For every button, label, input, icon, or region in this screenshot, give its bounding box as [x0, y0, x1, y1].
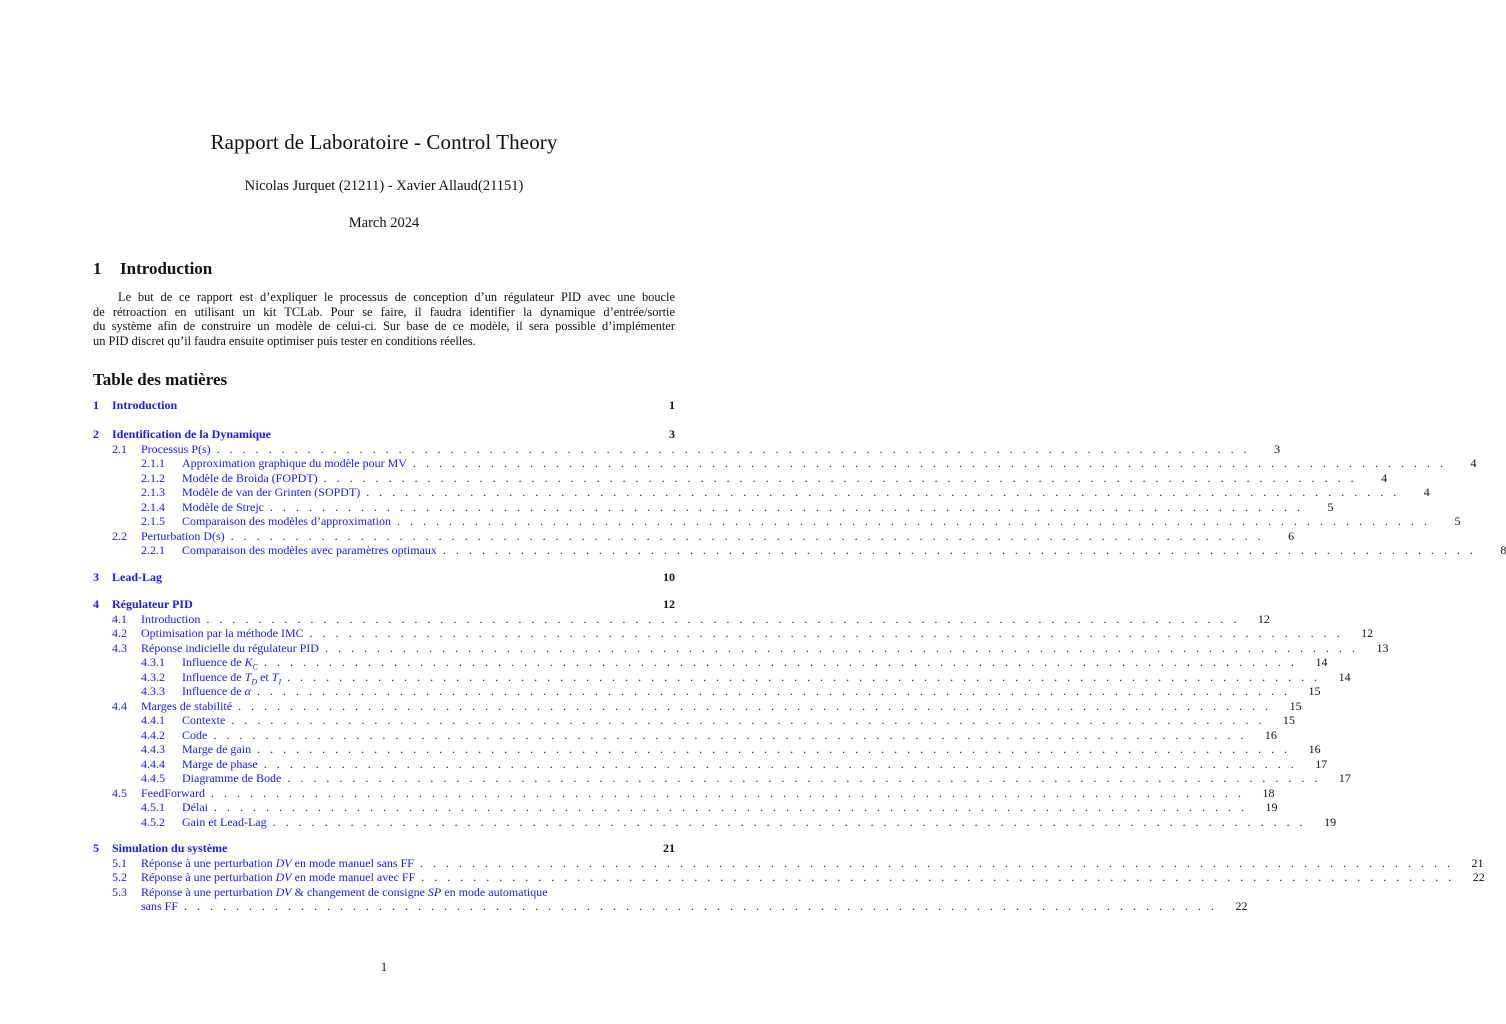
toc-entry-title[interactable]: Marges de stabilité [141, 699, 233, 713]
toc-entry[interactable] [93, 500, 1334, 515]
toc-entry[interactable] [93, 815, 1337, 830]
paragraph-line: Le but de ce rapport est d’expliquer le processus de conception d’un régulateur PID avec une boucle [118, 290, 675, 304]
toc-entry-page: 10 [663, 570, 675, 584]
toc-entry[interactable] [93, 856, 1484, 871]
section-number: 1 [93, 259, 102, 278]
toc-entry-title[interactable]: Marge de gain [182, 742, 252, 756]
toc-entry-page: 16 [1308, 742, 1321, 756]
toc-entry-title[interactable]: Réponse à une perturbation DV en mode manuel sans FF [141, 856, 414, 870]
toc-leader-dots: . . . . . . . . . . . . . . . . . . . . . . . . . . . . . . . . . . . . . . . . . . . . . . . . . . . . . . . . . . . . . . . . . . . . . . . . . . . . . . . . [323, 471, 1358, 485]
toc-entry[interactable] [93, 728, 1277, 743]
toc-entry[interactable] [93, 398, 675, 413]
toc-entry-title[interactable]: Modèle de Broida (FOPDT) [182, 471, 318, 485]
toc-entry-title[interactable]: Code [182, 728, 208, 742]
toc-entry-title[interactable]: Diagramme de Bode [182, 771, 282, 785]
toc-entry-title[interactable]: Introduction [112, 398, 178, 412]
section-heading-introduction [93, 259, 212, 279]
toc-entry[interactable] [93, 885, 675, 900]
toc-entry[interactable] [93, 529, 1295, 544]
toc-entry-page: 19 [1324, 815, 1337, 829]
toc-entry-page: 18 [1262, 786, 1275, 800]
toc-entry-number: 5.1 [112, 856, 127, 870]
toc-entry[interactable] [93, 841, 675, 856]
toc-entry[interactable] [93, 684, 1321, 699]
toc-entry-number: 2 [93, 427, 99, 441]
introduction-paragraph [93, 290, 675, 348]
toc-entry-title[interactable]: Influence de $K_C$ [182, 655, 258, 672]
toc-entry-title[interactable]: Comparaison des modèles avec paramètres optimaux [182, 543, 437, 557]
toc-leader-dots: . . . . . . . . . . . . . . . . . . . . . . . . . . . . . . . . . . . . . . . . . . . . . . . . . . . . . . . . . . . . . . . . . . . . . . . . . . . . . . . . [269, 500, 1304, 514]
toc-leader-dots: . . . . . . . . . . . . . . . . . . . . . . . . . . . . . . . . . . . . . . . . . . . . . . . . . . . . . . . . . . . . . . . . . . . . . . . . . . . . . . . . [238, 699, 1272, 713]
toc-entry-title[interactable]: Contexte [182, 713, 226, 727]
toc-entry[interactable] [93, 713, 1295, 728]
toc-entry-title[interactable]: Délai [182, 800, 208, 814]
toc-entry-page: 5 [1327, 500, 1334, 514]
toc-leader-dots: . . . . . . . . . . . . . . . . . . . . . . . . . . . . . . . . . . . . . . . . . . . . . . . . . . . . . . . . . . . . . . . . . . . . . . . . . . . . . . . . [287, 670, 1321, 684]
toc-entry-number: 5 [93, 841, 99, 855]
toc-entry-number: 4.5.2 [141, 815, 165, 829]
toc-entry-number: 2.1.5 [141, 514, 165, 528]
toc-entry-number: 1 [93, 398, 99, 412]
toc-entry[interactable] [93, 800, 1278, 815]
toc-entry[interactable] [93, 870, 1485, 885]
toc-entry[interactable] [93, 899, 1248, 914]
toc-leader-dots: . . . . . . . . . . . . . . . . . . . . . . . . . . . . . . . . . . . . . . . . . . . . . . . . . . . . . . . . . . . . . . . . . . . . . . . . . . . . . . . . [396, 514, 1431, 528]
toc-entry-number: 2.1 [112, 442, 127, 456]
toc-entry-title[interactable]: Approximation graphique du modèle pour MV [182, 456, 407, 470]
toc-entry-number: 2.1.4 [141, 500, 165, 514]
toc-entry-number: 4.3.2 [141, 670, 165, 684]
paragraph-line: de rétroaction en utilisant un kit TCLab. Pour se faire, il faudra identifier la dynamique d’entrée/sortie [93, 304, 675, 319]
toc-entry-title[interactable]: Influence de $T_D$ et $T_I$ [182, 670, 282, 687]
toc-entry-number: 4.3.1 [141, 655, 165, 669]
toc-entry-number: 2.2 [112, 529, 127, 543]
toc-entry-number: 2.1.1 [141, 456, 165, 470]
toc-entry-page: 22 [1235, 899, 1248, 913]
toc-entry-number: 4.3.3 [141, 684, 165, 698]
toc-leader-dots: . . . . . . . . . . . . . . . . . . . . . . . . . . . . . . . . . . . . . . . . . . . . . . . . . . . . . . . . . . . . . . . . . . . . . . . . . . . . . . . . [230, 529, 1265, 543]
toc-leader-dots: . . . . . . . . . . . . . . . . . . . . . . . . . . . . . . . . . . . . . . . . . . . . . . . . . . . . . . . . . . . . . . . . . . . . . . . . . . . . . . . . [366, 485, 1400, 499]
toc-entry-number: 4.2 [112, 626, 127, 640]
toc-entry-number: 4.4.2 [141, 728, 165, 742]
toc-entry[interactable] [93, 612, 1270, 627]
toc-entry[interactable] [93, 641, 1389, 656]
toc-entry-title[interactable]: Optimisation par la méthode IMC [141, 626, 304, 640]
toc-entry[interactable] [93, 543, 1506, 558]
toc-leader-dots: . . . . . . . . . . . . . . . . . . . . . . . . . . . . . . . . . . . . . . . . . . . . . . . . . . . . . . . . . . . . . . . . . . . . . . . . . . . . . . . . [210, 786, 1245, 800]
toc-entry-title[interactable]: Régulateur PID [112, 597, 193, 611]
toc-entry-title[interactable]: Marge de phase [182, 757, 258, 771]
toc-entry-title[interactable]: Simulation du système [112, 841, 228, 855]
toc-entry-page: 15 [1289, 699, 1302, 713]
toc-entry-number: 5.2 [112, 870, 127, 884]
toc-entry-title[interactable]: Comparaison des modèles d’approximation [182, 514, 391, 528]
toc-entry-title[interactable]: sans FF [141, 899, 179, 913]
paragraph-line: un PID discret qu’il faudra ensuite optimiser puis tester en conditions réelles. [93, 333, 476, 348]
toc-leader-dots: . . . . . . . . . . . . . . . . . . . . . . . . . . . . . . . . . . . . . . . . . . . . . . . . . . . . . . . . . . . . . . . . . . . . . . . . . . . . . . . . [214, 800, 1248, 814]
toc-entry-page: 12 [663, 597, 675, 611]
toc-leader-dots: . . . . . . . . . . . . . . . . . . . . . . . . . . . . . . . . . . . . . . . . . . . . . . . . . . . . . . . . . . . . . . . . . . . . . . . . . . . . . . . . [231, 713, 1265, 727]
toc-entry-page: 19 [1265, 800, 1278, 814]
toc-leader-dots: . . . . . . . . . . . . . . . . . . . . . . . . . . . . . . . . . . . . . . . . . . . . . . . . . . . . . . . . . . . . . . . . . . . . . . . . . . . . . . . . [264, 655, 1298, 669]
toc-entry[interactable] [93, 514, 1461, 529]
document-authors: Nicolas Jurquet (21211) - Xavier Allaud(21151) [244, 178, 524, 194]
toc-entry-page: 3 [1274, 442, 1281, 456]
toc-entry-number: 4.5 [112, 786, 127, 800]
toc-entry-title[interactable]: Réponse indicielle du régulateur PID [141, 641, 319, 655]
toc-entry-number: 4.4 [112, 699, 127, 713]
toc-entry[interactable] [93, 427, 675, 442]
toc-entry[interactable] [93, 742, 1321, 757]
toc-leader-dots: . . . . . . . . . . . . . . . . . . . . . . . . . . . . . . . . . . . . . . . . . . . . . . . . . . . . . . . . . . . . . . . . . . . . . . . . . . . . . . . . [257, 742, 1291, 756]
toc-leader-dots: . . . . . . . . . . . . . . . . . . . . . . . . . . . . . . . . . . . . . . . . . . . . . . . . . . . . . . . . . . . . . . . . . . . . . . . . . . . . . . . . [272, 815, 1307, 829]
section-title: Introduction [120, 259, 213, 278]
toc-entry-page: 21 [663, 841, 675, 855]
toc-entry-title[interactable]: Lead-Lag [112, 570, 163, 584]
toc-entry[interactable] [93, 786, 1275, 801]
toc-leader-dots: . . . . . . . . . . . . . . . . . . . . . . . . . . . . . . . . . . . . . . . . . . . . . . . . . . . . . . . . . . . . . . . . . . . . . . . . . . . . . . . . [421, 870, 1455, 884]
toc-entry-number: 2.1.3 [141, 485, 165, 499]
toc-entry-page: 12 [1257, 612, 1270, 626]
toc-entry-title[interactable]: Modèle de Strejc [182, 500, 264, 514]
toc-entry-number: 4.5.1 [141, 800, 165, 814]
toc-entry-page: 21 [1471, 856, 1484, 870]
toc-entry-number: 4.4.1 [141, 713, 165, 727]
toc-entry-page: 13 [1376, 641, 1389, 655]
toc-leader-dots: . . . . . . . . . . . . . . . . . . . . . . . . . . . . . . . . . . . . . . . . . . . . . . . . . . . . . . . . . . . . . . . . . . . . . . . . . . . . . . . . [442, 543, 1477, 557]
toc-entry-number: 2.2.1 [141, 543, 165, 557]
toc-entry-page: 12 [1361, 626, 1374, 640]
toc-leader-dots: . . . . . . . . . . . . . . . . . . . . . . . . . . . . . . . . . . . . . . . . . . . . . . . . . . . . . . . . . . . . . . . . . . . . . . . . . . . . . . . . [216, 442, 1251, 456]
document-title: Rapport de Laboratoire - Control Theory [210, 130, 558, 154]
toc-leader-dots: . . . . . . . . . . . . . . . . . . . . . . . . . . . . . . . . . . . . . . . . . . . . . . . . . . . . . . . . . . . . . . . . . . . . . . . . . . . . . . . . [213, 728, 1247, 742]
toc-entry-page: 17 [1315, 757, 1328, 771]
toc-entry-number: 5.3 [112, 885, 127, 899]
toc-entry[interactable] [93, 471, 1388, 486]
toc-entry-title[interactable]: Introduction [141, 612, 201, 626]
toc-entry-title[interactable]: Influence de α [182, 684, 251, 698]
toc-entry[interactable] [93, 670, 1351, 687]
toc-leader-dots: . . . . . . . . . . . . . . . . . . . . . . . . . . . . . . . . . . . . . . . . . . . . . . . . . . . . . . . . . . . . . . . . . . . . . . . . . . . . . . . . [419, 856, 1454, 870]
toc-entry-title[interactable]: Identification de la Dynamique [112, 427, 272, 441]
toc-entry-page: 14 [1315, 655, 1328, 669]
toc-entry-number: 4.4.5 [141, 771, 165, 785]
toc-entry-number: 4.4.3 [141, 742, 165, 756]
toc-entry-page: 17 [1338, 771, 1351, 785]
toc-entry-number: 2.1.2 [141, 471, 165, 485]
toc-leader-dots: . . . . . . . . . . . . . . . . . . . . . . . . . . . . . . . . . . . . . . . . . . . . . . . . . . . . . . . . . . . . . . . . . . . . . . . . . . . . . . . . [309, 626, 1344, 640]
toc-entry-title[interactable]: Gain et Lead-Lag [182, 815, 267, 829]
toc-entry-page: 1 [669, 398, 675, 412]
toc-leader-dots: . . . . . . . . . . . . . . . . . . . . . . . . . . . . . . . . . . . . . . . . . . . . . . . . . . . . . . . . . . . . . . . . . . . . . . . . . . . . . . . . [263, 757, 1298, 771]
toc-leader-dots: . . . . . . . . . . . . . . . . . . . . . . . . . . . . . . . . . . . . . . . . . . . . . . . . . . . . . . . . . . . . . . . . . . . . . . . . . . . . . . . . [287, 771, 1321, 785]
toc-entry-title[interactable]: Processus P(s) [141, 442, 211, 456]
toc-entry[interactable] [93, 442, 1281, 457]
toc-entry-title[interactable]: Réponse à une perturbation DV & changement de consigne SP en mode automatique [141, 885, 548, 899]
toc-entry-page: 16 [1264, 728, 1277, 742]
toc-entry-page: 22 [1472, 870, 1485, 884]
toc-heading: Table des matières [93, 370, 228, 389]
toc-entry-page: 15 [1308, 684, 1321, 698]
toc-leader-dots: . . . . . . . . . . . . . . . . . . . . . . . . . . . . . . . . . . . . . . . . . . . . . . . . . . . . . . . . . . . . . . . . . . . . . . . . . . . . . . . . [412, 456, 1447, 470]
toc-entry-number: 4 [93, 597, 99, 611]
toc-entry[interactable] [93, 699, 1302, 714]
toc-leader-dots: . . . . . . . . . . . . . . . . . . . . . . . . . . . . . . . . . . . . . . . . . . . . . . . . . . . . . . . . . . . . . . . . . . . . . . . . . . . . . . . . [324, 641, 1359, 655]
document-date: March 2024 [348, 215, 420, 231]
toc-entry-page: 5 [1454, 514, 1461, 528]
toc-entry[interactable] [93, 626, 1374, 641]
toc-entry-page: 4 [1470, 456, 1477, 470]
toc-entry-page: 14 [1338, 670, 1351, 684]
toc-entry[interactable] [93, 485, 1430, 500]
toc-entry-page: 15 [1282, 713, 1295, 727]
toc-leader-dots: . . . . . . . . . . . . . . . . . . . . . . . . . . . . . . . . . . . . . . . . . . . . . . . . . . . . . . . . . . . . . . . . . . . . . . . . . . . . . . . . [256, 684, 1291, 698]
toc-entry-number: 4.1 [112, 612, 127, 626]
page-number: 1 [380, 960, 388, 974]
toc-entry-title[interactable]: Modèle de van der Grinten (SOPDT) [182, 485, 361, 499]
toc-entry-page: 8 [1500, 543, 1506, 557]
toc-entry-page: 3 [669, 427, 675, 441]
toc-entry-title[interactable]: Perturbation D(s) [141, 529, 225, 543]
toc-entry[interactable] [93, 597, 675, 612]
toc-entry-title[interactable]: Réponse à une perturbation DV en mode manuel avec FF [141, 870, 416, 884]
toc-entry[interactable] [93, 570, 675, 585]
paragraph-line: du système afin de construire un modèle de celui-ci. Sur base de ce modèle, il sera possible d’implémenter [93, 319, 675, 334]
toc-entry-number: 4.3 [112, 641, 127, 655]
toc-entry-number: 4.4.4 [141, 757, 165, 771]
toc-entry-page: 4 [1381, 471, 1388, 485]
toc-entry-page: 6 [1288, 529, 1295, 543]
toc-entry[interactable] [93, 771, 1351, 786]
toc-entry[interactable] [93, 655, 1328, 672]
toc-entry-number: 3 [93, 570, 99, 584]
toc-entry[interactable] [93, 456, 1477, 471]
toc-entry[interactable] [93, 757, 1328, 772]
toc-leader-dots: . . . . . . . . . . . . . . . . . . . . . . . . . . . . . . . . . . . . . . . . . . . . . . . . . . . . . . . . . . . . . . . . . . . . . . . . . . . . . . . . [206, 612, 1240, 626]
toc-entry-title[interactable]: FeedForward [141, 786, 205, 800]
toc-entry-page: 4 [1423, 485, 1430, 499]
toc-leader-dots: . . . . . . . . . . . . . . . . . . . . . . . . . . . . . . . . . . . . . . . . . . . . . . . . . . . . . . . . . . . . . . . . . . . . . . . . . . . . . . . . [184, 899, 1218, 913]
